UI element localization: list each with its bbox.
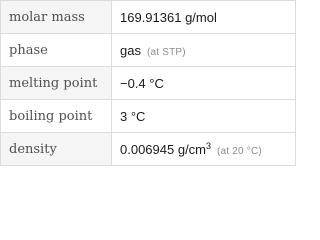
- table-row: [1, 34, 296, 67]
- property-condition-note: (at 20 °C): [217, 145, 262, 157]
- property-value: 0.006945 g/cm: [120, 141, 207, 157]
- property-label: density: [1, 133, 112, 166]
- property-value-cell: [112, 100, 296, 133]
- table-row: [1, 1, 296, 34]
- property-condition-note: (at STP): [146, 46, 186, 58]
- property-label: boiling point: [1, 100, 112, 133]
- property-value-cell: [112, 67, 296, 100]
- unit-exponent: 3: [206, 140, 212, 151]
- property-value: 3 °C: [120, 108, 146, 124]
- property-label: phase: [1, 34, 112, 67]
- property-value: gas: [120, 42, 141, 58]
- property-value: 169.91361 g/mol: [120, 9, 217, 25]
- property-value: −0.4 °C: [120, 75, 164, 91]
- table-row: [1, 67, 296, 100]
- table-row: [1, 133, 296, 166]
- table-row: [1, 100, 296, 133]
- property-value-cell: [112, 133, 296, 166]
- property-label: melting point: [1, 67, 112, 100]
- property-value-cell: [112, 34, 296, 67]
- property-label: molar mass: [1, 1, 112, 34]
- property-value-cell: [112, 1, 296, 34]
